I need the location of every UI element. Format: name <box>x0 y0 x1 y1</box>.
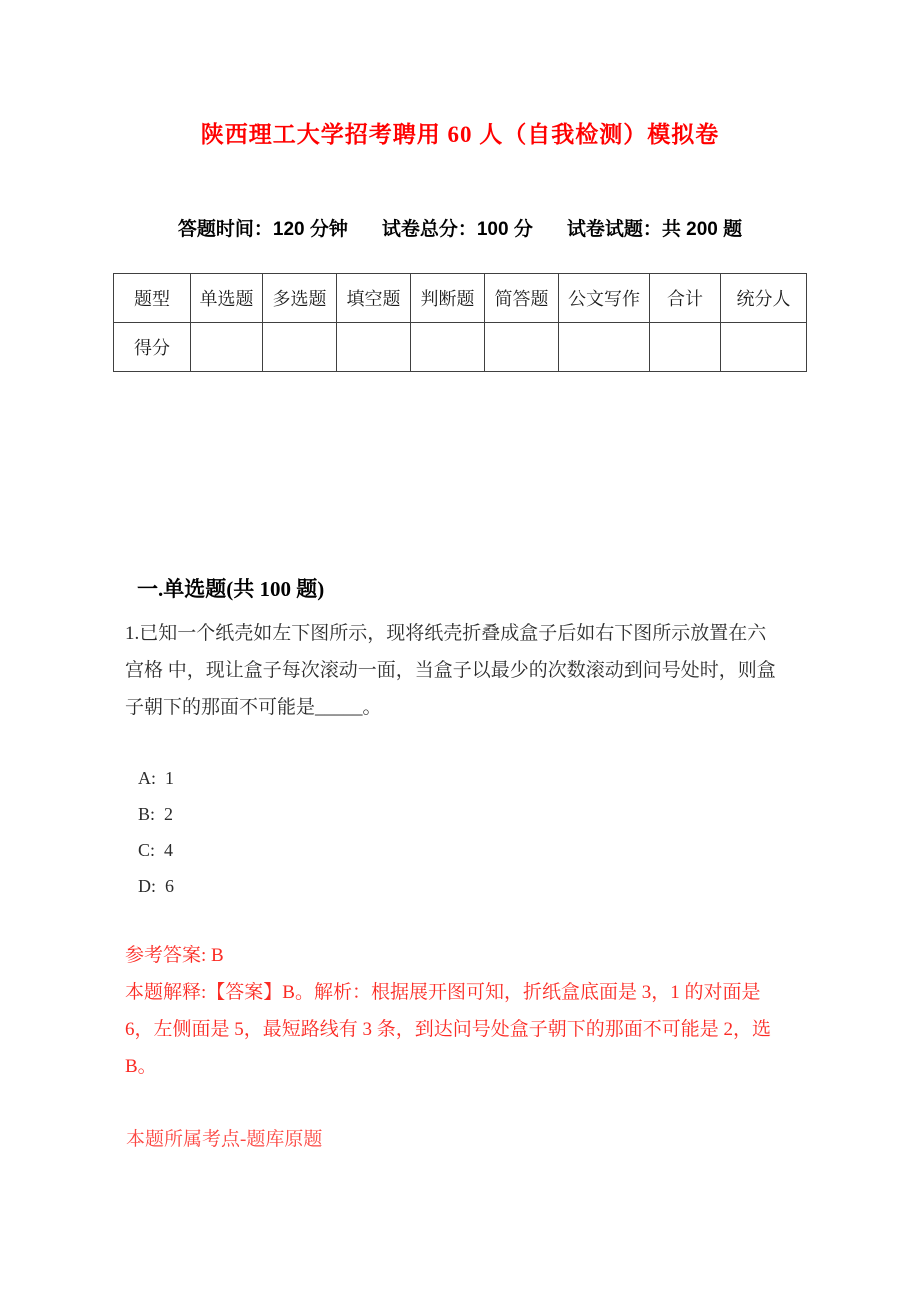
score-table <box>113 273 807 372</box>
page-title: 陕西理工大学招考聘用 60 人（自我检测）模拟卷 <box>200 122 720 147</box>
option-a: A: 1 <box>138 768 174 788</box>
score-table-score-row <box>114 323 807 372</box>
header-cell-question-type: 题型 <box>114 274 191 323</box>
section-heading-single-choice: 一.单选题(共 100 题) <box>137 577 325 601</box>
header-cell-score-counter: 统分人 <box>721 274 807 323</box>
option-c: C: 4 <box>138 840 174 860</box>
header-cell-single-choice: 单选题 <box>191 274 263 323</box>
score-table-header-row <box>114 274 807 323</box>
answer-block <box>125 937 900 1085</box>
exam-info-bar <box>0 218 920 242</box>
explanation-line: 6，左侧面是 5，最短路线有 3 条，到达问号处盒子朝下的那面不可能是 2，选 <box>125 1019 772 1040</box>
score-cell-empty <box>650 323 721 372</box>
option-b: B: 2 <box>138 804 174 824</box>
score-cell-empty <box>263 323 337 372</box>
question-line: 子朝下的那面不可能是_____。 <box>125 697 382 718</box>
score-cell-empty <box>559 323 650 372</box>
score-row-label: 得分 <box>114 323 191 372</box>
option-d: D: 6 <box>138 876 174 896</box>
header-cell-total: 合计 <box>650 274 721 323</box>
header-cell-short-answer: 简答题 <box>485 274 559 323</box>
score-cell-empty <box>721 323 807 372</box>
explanation-line: B。 <box>125 1056 157 1077</box>
header-cell-official-writing: 公文写作 <box>559 274 650 323</box>
header-cell-true-false: 判断题 <box>411 274 485 323</box>
question-line: 宫格 中，现让盒子每次滚动一面，当盒子以最少的次数滚动到问号处时，则盒 <box>125 660 776 681</box>
explanation-line: 本题解释:【答案】B。解析：根据展开图可知，折纸盒底面是 3，1 的对面是 <box>125 982 761 1003</box>
header-cell-multi-choice: 多选题 <box>263 274 337 323</box>
score-cell-empty <box>411 323 485 372</box>
question-1-options <box>138 760 174 904</box>
exam-question-count: 试卷试题：共 200 题 <box>566 219 743 240</box>
score-cell-empty <box>337 323 411 372</box>
score-cell-empty <box>485 323 559 372</box>
header-cell-fill-blank: 填空题 <box>337 274 411 323</box>
reference-answer: 参考答案: B <box>125 945 224 966</box>
question-line: 1.已知一个纸壳如左下图所示，现将纸壳折叠成盒子后如右下图所示放置在六 <box>125 623 767 644</box>
topic-note: 本题所属考点-题库原题 <box>126 1129 323 1150</box>
score-cell-empty <box>191 323 263 372</box>
exam-total-score: 试卷总分：100 分 <box>381 219 533 240</box>
exam-duration: 答题时间：120 分钟 <box>177 219 348 240</box>
question-1-text <box>125 615 895 726</box>
